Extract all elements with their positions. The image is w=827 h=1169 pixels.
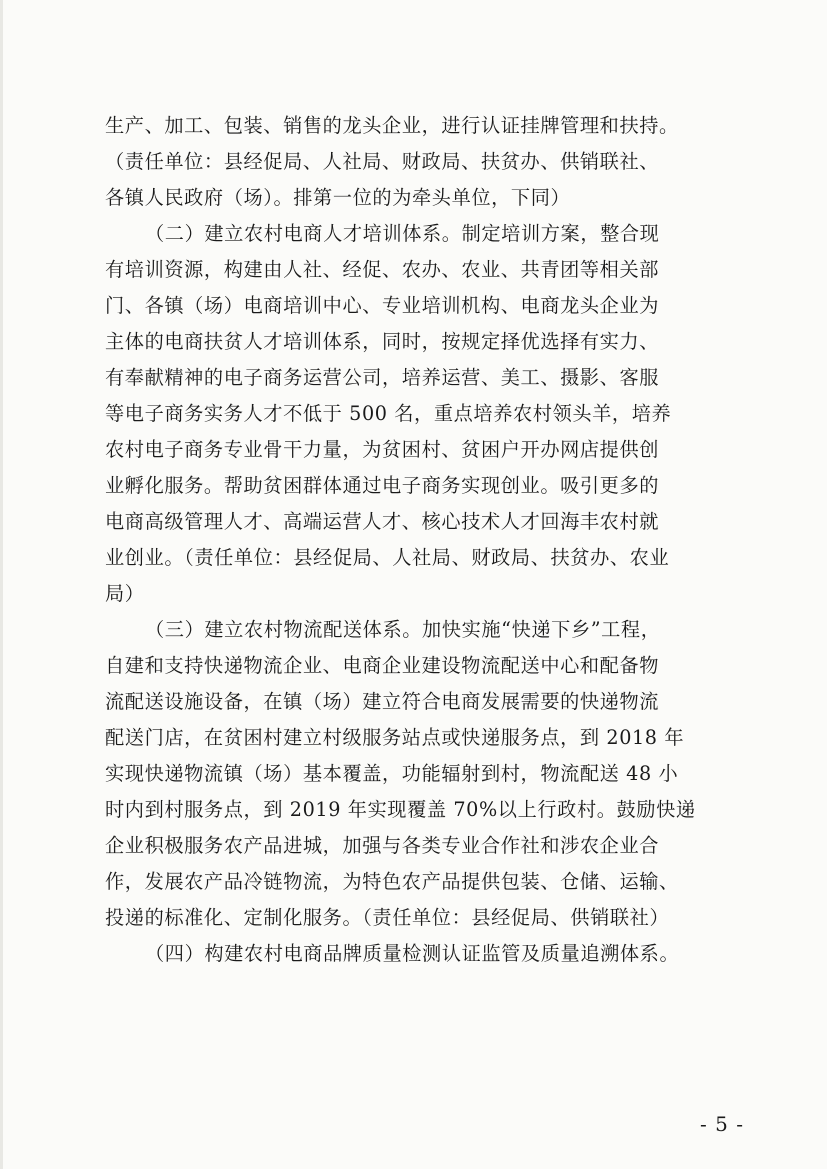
text-line-18: 配送门店，在贫困村建立村级服务站点或快递服务点，到 2018 年 xyxy=(105,726,685,749)
text-line-3: 各镇人民政府（场）。排第一位的为牵头单位，下同） xyxy=(105,186,571,209)
text-line-22: 作，发展农产品冷链物流，为特色农产品提供包装、仓储、运输、 xyxy=(105,870,679,893)
text-line-19: 实现快递物流镇（场）基本覆盖，功能辐射到村，物流配送 48 小 xyxy=(105,762,679,785)
text-line-17: 流配送设施设备，在镇（场）建立符合电商发展需要的快递物流 xyxy=(105,690,660,713)
text-line-13: 业创业。（责任单位：县经促局、人社局、财政局、扶贫办、农业 xyxy=(105,546,670,569)
text-line-23: 投递的标准化、定制化服务。（责任单位：县经促局、供销联社） xyxy=(105,906,670,929)
text-line-6: 门、各镇（场）电商培训中心、专业培训机构、电商龙头企业为 xyxy=(105,294,660,317)
text-line-5: 有培训资源，构建由人社、经促、农办、农业、共青团等相关部 xyxy=(105,258,660,281)
paragraph-start-line: （四）构建农村电商品牌质量检测认证监管及质量追溯体系。 xyxy=(145,942,680,965)
text-line-7: 主体的电商扶贫人才培训体系，同时，按规定择优选择有实力、 xyxy=(105,330,660,353)
text-line-12: 电商高级管理人才、高端运营人才、核心技术人才回海丰农村就 xyxy=(105,510,660,533)
text-line-16: 自建和支持快递物流企业、电商企业建设物流配送中心和配备物 xyxy=(105,654,660,677)
body-text xyxy=(105,108,745,972)
text-line-1: 生产、加工、包装、销售的龙头企业，进行认证挂牌管理和扶持。 xyxy=(105,114,679,137)
page-number: - 5 - xyxy=(700,1112,744,1136)
text-line-21: 企业积极服务农产品进城，加强与各类专业合作社和涉农企业合 xyxy=(105,834,660,857)
paragraph-start-line: （二）建立农村电商人才培训体系。制定培训方案，整合现 xyxy=(145,222,660,245)
text-line-20: 时内到村服务点，到 2019 年实现覆盖 70%以上行政村。鼓励快递 xyxy=(105,798,696,821)
paragraph-start-line: （三）建立农村物流配送体系。加快实施“快递下乡”工程， xyxy=(145,618,661,641)
text-line-14: 局） xyxy=(105,582,145,605)
text-line-11: 业孵化服务。帮助贫困群体通过电子商务实现创业。吸引更多的 xyxy=(105,474,660,497)
text-line-2: （责任单位：县经促局、人社局、财政局、扶贫办、供销联社、 xyxy=(105,150,660,173)
scan-edge xyxy=(0,0,3,1169)
text-line-9: 等电子商务实务人才不低于 500 名，重点培养农村领头羊，培养 xyxy=(105,402,672,425)
text-line-10: 农村电子商务专业骨干力量，为贫困村、贫困户开办网店提供创 xyxy=(105,438,660,461)
text-line-8: 有奉献精神的电子商务运营公司，培养运营、美工、摄影、客服 xyxy=(105,366,660,389)
